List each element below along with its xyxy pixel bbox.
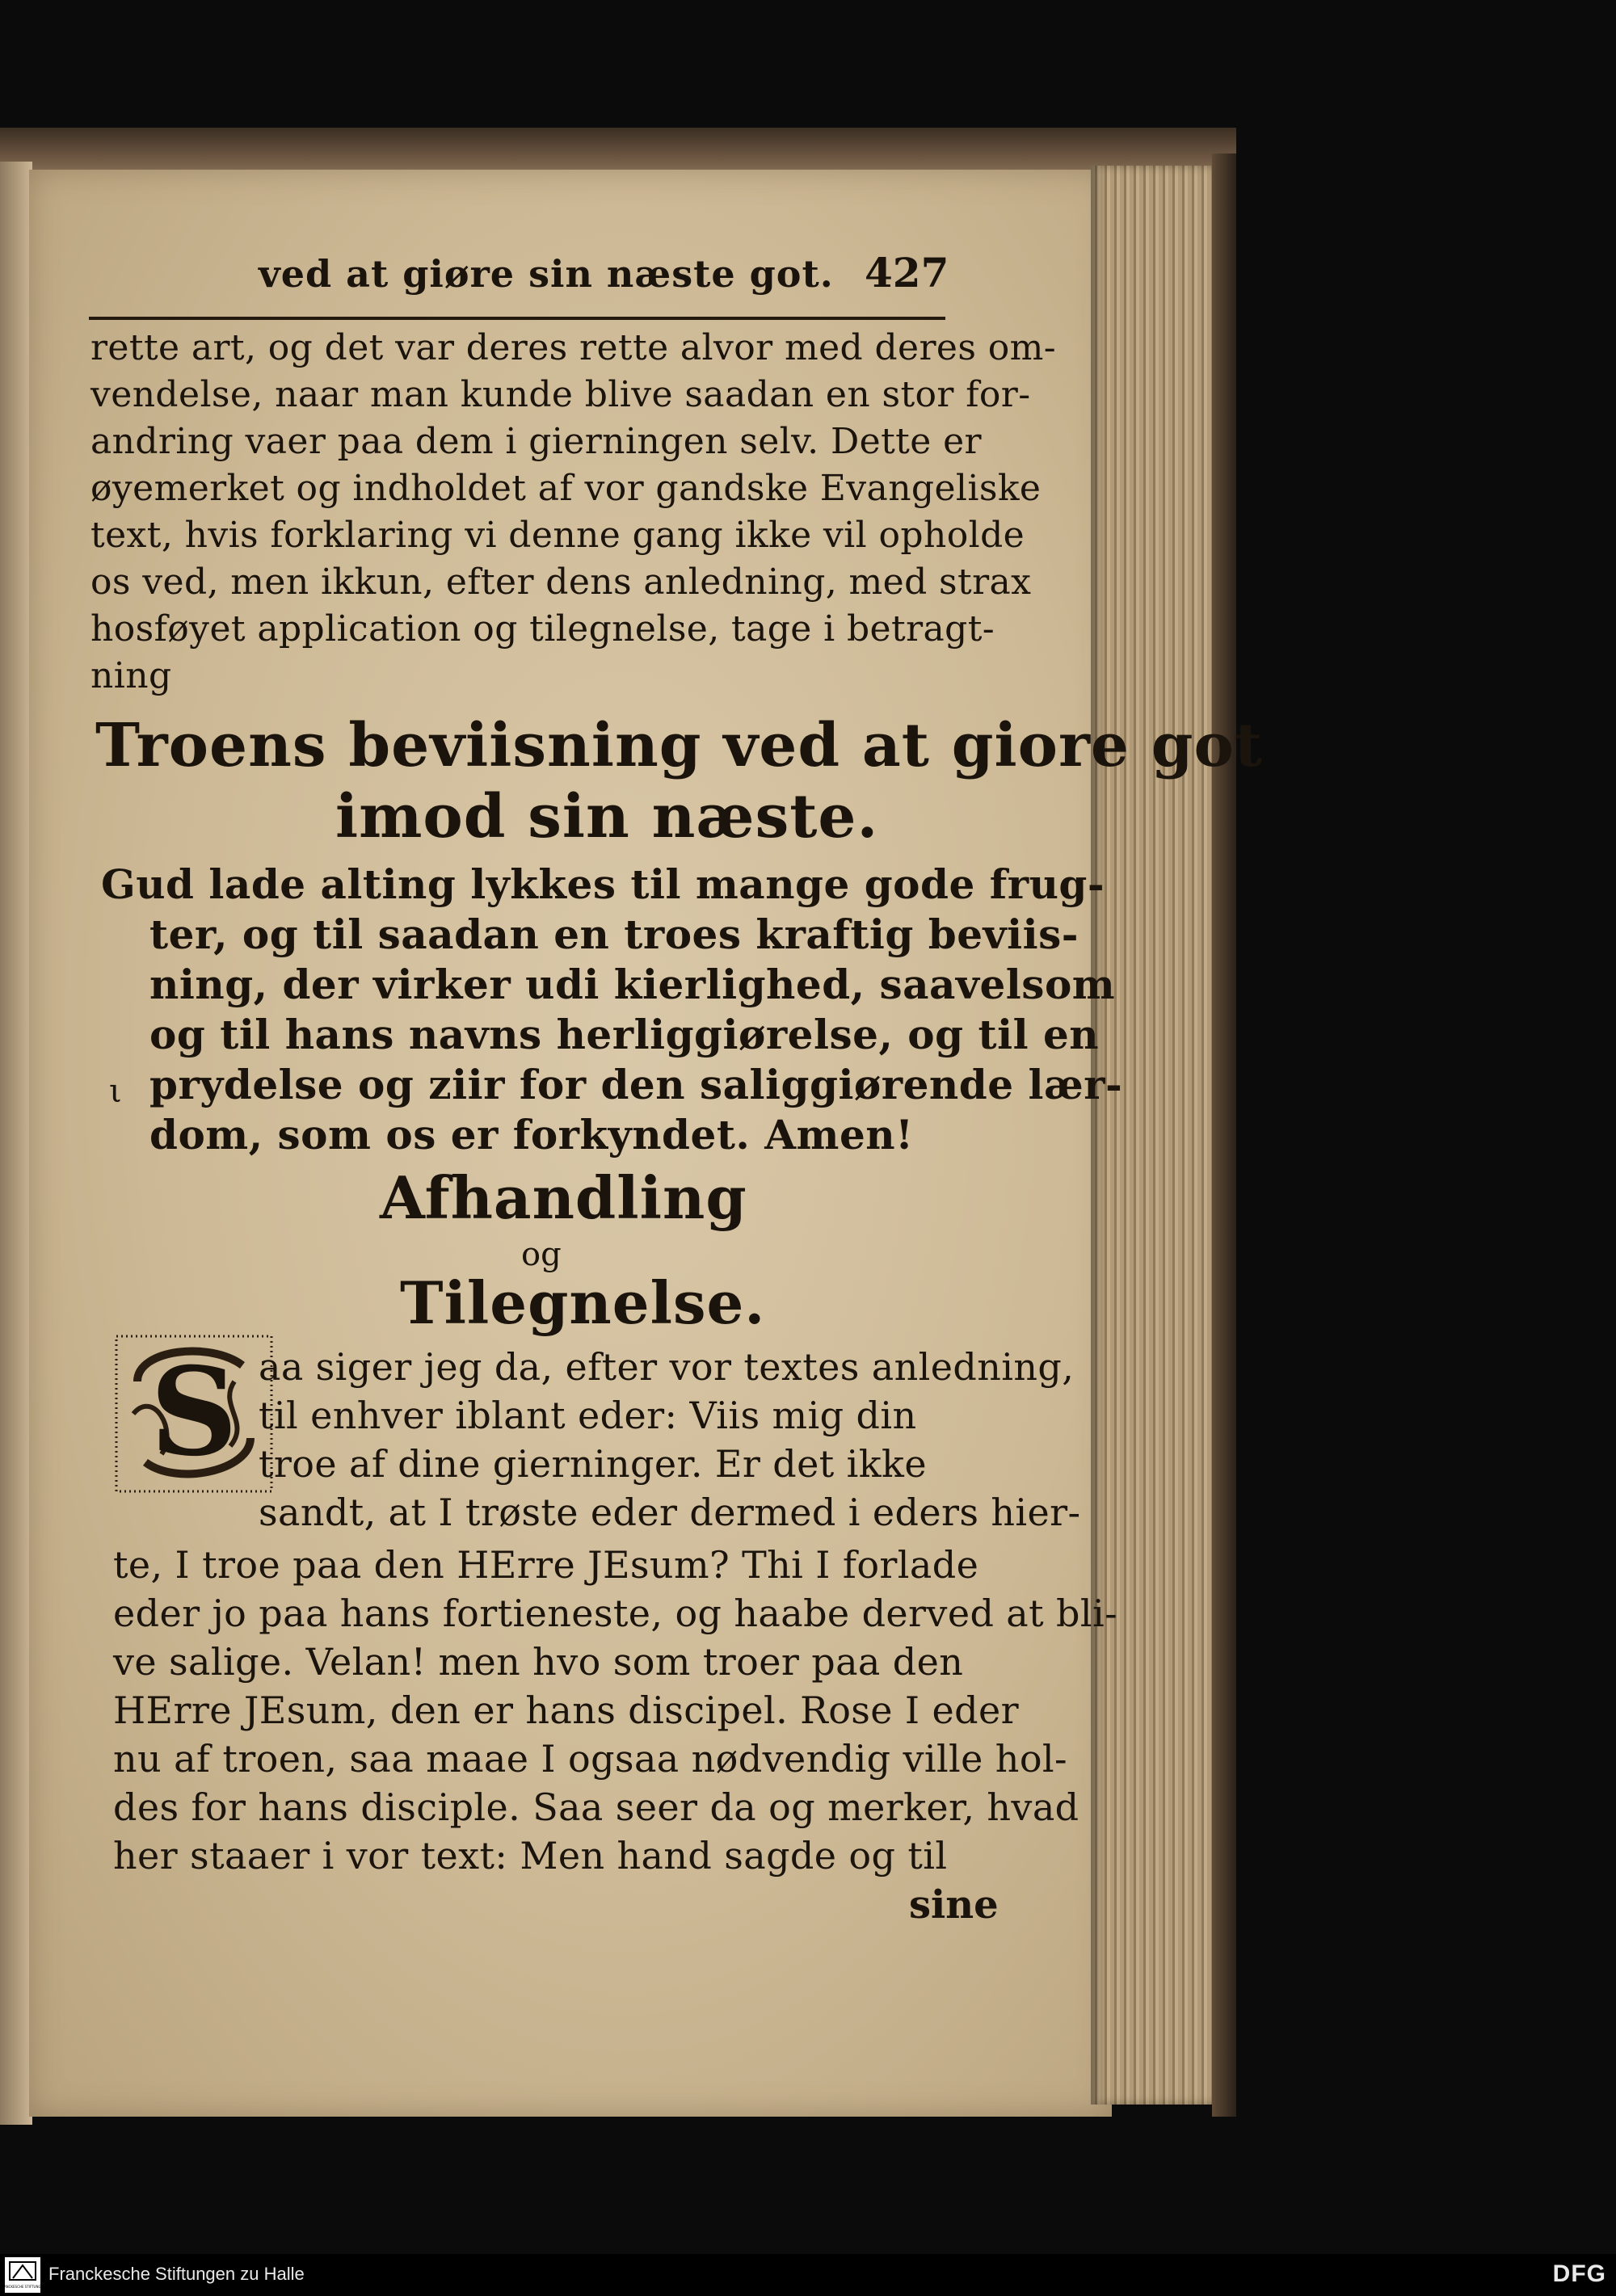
logo-caption: FRANCKESCHE STIFTUNGEN [0,2285,46,2289]
institution-name: Franckesche Stiftungen zu Halle [48,2264,305,2284]
drop-cap-ornament [113,1333,275,1495]
header-rule [89,317,945,320]
text-line: til enhver iblant eder: Viis mig din [259,1394,917,1437]
text-line: des for hans disciple. Saa seer da og merker, hvad [113,1785,1079,1829]
text-line: nu af troen, saa maae I ogsaa nødvendig ville hol- [113,1737,1067,1781]
text-line: vendelse, naar man kunde blive saadan en stor for- [90,374,1031,415]
book-cover-edge [1212,153,1236,2117]
funder-logo: DFG [1552,2260,1606,2287]
section-heading-continued: imod sin næste. [335,782,879,852]
page-stack-edge [1091,166,1232,2105]
margin-mark: ι [109,1073,122,1110]
prayer-line: ning, der virker udi kierlighed, saavelsom [149,961,1116,1008]
previous-page-edge [0,162,32,2125]
text-line: aa siger jeg da, efter vor textes anledning, [259,1345,1075,1389]
prayer-line: og til hans navns herliggiørelse, og til en [149,1011,1100,1058]
running-head: ved at giøre sin næste got. [259,252,834,296]
text-line: text, hvis forklaring vi denne gang ikke vil opholde [90,515,1025,556]
text-line: andring vaer paa dem i gierningen selv. Dette er [90,421,982,462]
treatise-title: Afhandling [380,1163,747,1232]
treatise-conjunction: og [521,1236,562,1273]
text-line: rette art, og det var deres rette alvor med deres om- [90,327,1057,368]
text-line: te, I troe paa den HErre JEsum? Thi I forlade [113,1543,979,1587]
text-line: ve salige. Velan! men hvo som troer paa den [113,1640,964,1684]
section-heading: Troens beviisning ved at giore got [95,711,1264,780]
text-line: eder jo paa hans fortieneste, og haabe derved at bli- [113,1592,1118,1635]
text-line: her staaer i vor text: Men hand sagde og til [113,1834,948,1878]
page-number: 427 [865,249,949,296]
text-line: ning [90,655,172,696]
text-line: HErre JEsum, den er hans discipel. Rose I eder [113,1688,1020,1732]
prayer-line: dom, som os er forkyndet. Amen! [149,1111,914,1159]
text-line: troe af dine gierninger. Er det ikke [259,1442,927,1486]
text-line: sandt, at I trøste eder dermed i eders hier- [259,1491,1081,1534]
text-line: hosføyet application og tilegnelse, tage i betragt- [90,608,995,650]
text-line: øyemerket og indholdet af vor gandske Evangeliske [90,468,1042,509]
catchword: sine [909,1882,999,1928]
text-line: os ved, men ikkun, efter dens anledning, med strax [90,561,1032,603]
drop-cap-letter: S [149,1341,238,1483]
institution-logo-icon [0,2257,46,2293]
prayer-line: ter, og til saadan en troes kraftig beviis- [149,910,1079,958]
treatise-subtitle: Tilegnelse. [400,1268,766,1337]
book-top-edge [0,128,1236,176]
prayer-line: prydelse og ziir for den saliggiørende lær- [149,1061,1123,1108]
prayer-line: Gud lade alting lykkes til mange gode frug- [101,860,1105,908]
footer-bar [0,2254,1616,2296]
